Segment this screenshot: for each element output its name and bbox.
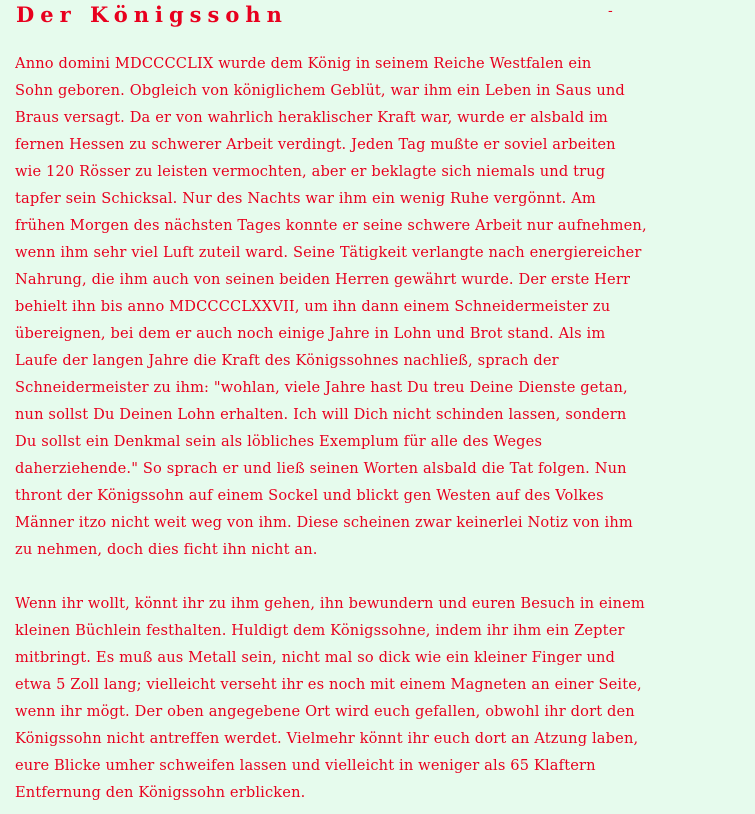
text-line: Entfernung den Königssohn erblicken. — [15, 784, 306, 801]
text-line: Nahrung, die ihm auch von seinen beiden Herren gewährt wurde. Der erste Herr — [15, 271, 631, 288]
text-line: mitbringt. Es muß aus Metall sein, nicht mal so dick wie ein kleiner Finger und — [15, 649, 616, 666]
text-line: behielt ihn bis anno MDCCCCLXXVII, um ihn dann einem Schneidermeister zu — [15, 298, 611, 315]
text-line: thront der Königssohn auf einem Sockel und blickt gen Westen auf des Volkes — [15, 487, 604, 504]
text-line: Männer itzo nicht weit weg von ihm. Diese scheinen zwar keinerlei Notiz von ihm — [15, 514, 633, 531]
text-line: zu nehmen, doch dies ficht ihn nicht an. — [15, 541, 318, 558]
page-title: Der Königssohn — [16, 2, 288, 27]
text-line: fernen Hessen zu schwerer Arbeit verdingt. Jeden Tag mußte er soviel arbeiten — [15, 136, 616, 153]
text-line: daherziehende." So sprach er und ließ seinen Worten alsbald die Tat folgen. Nun — [15, 460, 627, 477]
text-line: Schneidermeister zu ihm: "wohlan, viele Jahre hast Du treu Deine Dienste getan, — [15, 379, 628, 396]
text-line: tapfer sein Schicksal. Nur des Nachts war ihm ein wenig Ruhe vergönnt. Am — [15, 190, 596, 207]
text-line: nun sollst Du Deinen Lohn erhalten. Ich will Dich nicht schinden lassen, sondern — [15, 406, 627, 423]
paragraph-2 — [15, 590, 737, 806]
text-line: Sohn geboren. Obgleich von königlichem Geblüt, war ihm ein Leben in Saus und — [15, 82, 625, 99]
text-line: wenn ihr mögt. Der oben angegebene Ort wird euch gefallen, obwohl ihr dort den — [15, 703, 635, 720]
text-line: eure Blicke umher schweifen lassen und vielleicht in weniger als 65 Klaftern — [15, 757, 596, 774]
text-line: Du sollst ein Denkmal sein als löbliches Exemplum für alle des Weges — [15, 433, 543, 450]
title-dash-mark: - — [608, 3, 613, 19]
paragraph-1 — [15, 50, 737, 563]
text-line: Anno domini MDCCCCLIX wurde dem König in seinem Reiche Westfalen ein — [15, 55, 592, 72]
text-line: kleinen Büchlein festhalten. Huldigt dem Königssohne, indem ihr ihm ein Zepter — [15, 622, 625, 639]
text-line: wie 120 Rösser zu leisten vermochten, aber er beklagte sich niemals und trug — [15, 163, 606, 180]
text-line: Königssohn nicht antreffen werdet. Vielmehr könnt ihr euch dort an Atzung laben, — [15, 730, 639, 747]
text-line: Braus versagt. Da er von wahrlich heraklischer Kraft war, wurde er alsbald im — [15, 109, 608, 126]
title-row — [15, 0, 737, 40]
text-line: Laufe der langen Jahre die Kraft des Königssohnes nachließ, sprach der — [15, 352, 559, 369]
text-line: Wenn ihr wollt, könnt ihr zu ihm gehen, ihn bewundern und euren Besuch in einem — [15, 595, 645, 612]
text-line: frühen Morgen des nächsten Tages konnte er seine schwere Arbeit nur aufnehmen, — [15, 217, 647, 234]
document-page — [15, 0, 737, 801]
text-line: etwa 5 Zoll lang; vielleicht verseht ihr es noch mit einem Magneten an einer Seite, — [15, 676, 642, 693]
text-line: wenn ihm sehr viel Luft zuteil ward. Seine Tätigkeit verlangte nach energiereicher — [15, 244, 642, 261]
text-line: übereignen, bei dem er auch noch einige Jahre in Lohn und Brot stand. Als im — [15, 325, 606, 342]
